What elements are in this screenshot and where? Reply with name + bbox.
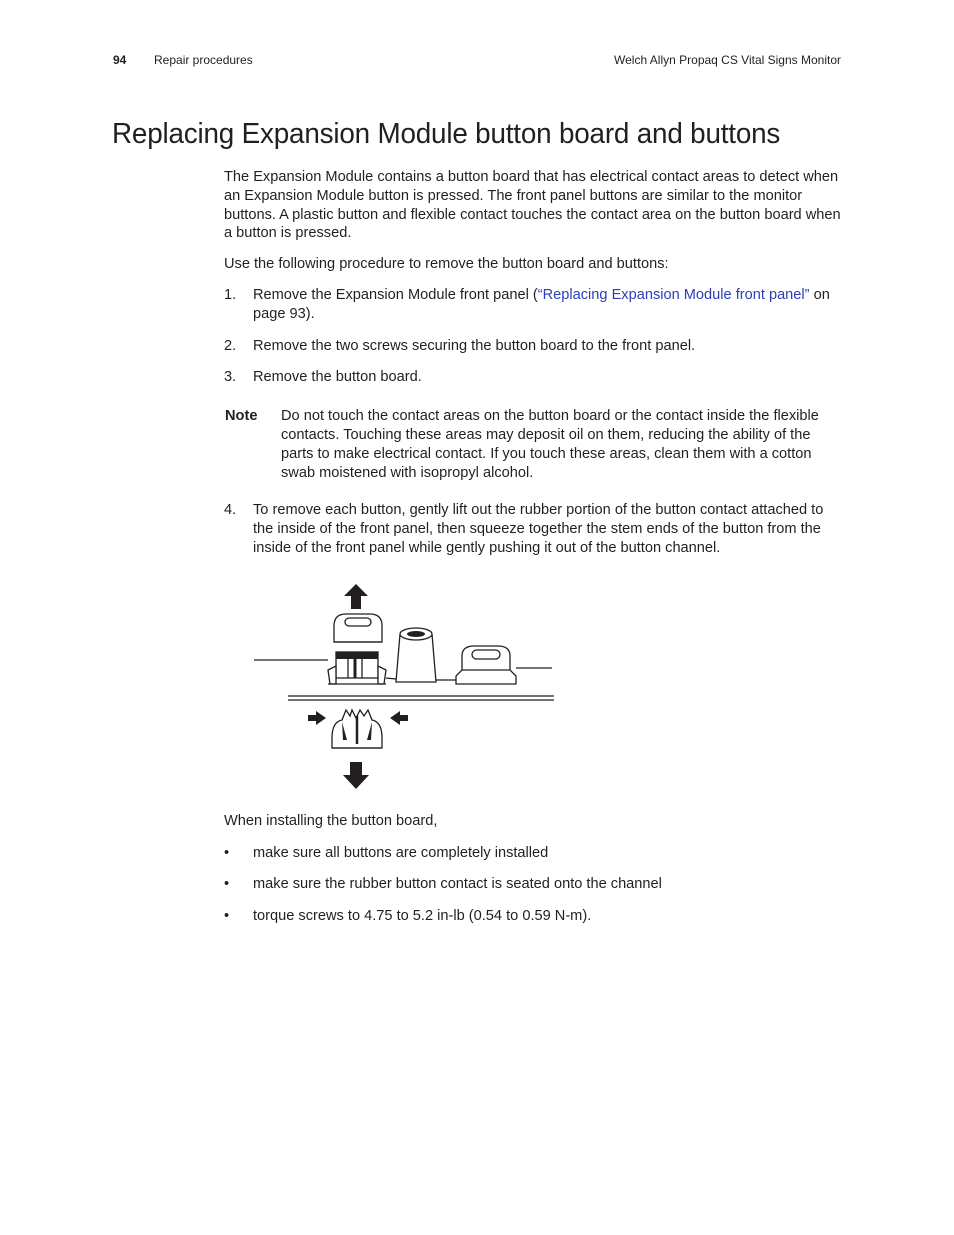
left-arrow-icon — [390, 711, 408, 725]
bullet-marker: • — [224, 844, 230, 861]
page-number: 94 — [113, 53, 127, 67]
step-text: on page 93). — [253, 286, 830, 322]
step-text: Remove the Expansion Module front panel ( — [253, 286, 538, 303]
seated-button-icon — [456, 646, 516, 684]
header-section: Repair procedures — [154, 53, 253, 67]
button-removal-illustration — [252, 572, 572, 794]
note-label: Note — [225, 408, 258, 425]
install-bullet — [224, 875, 844, 894]
install-bullet — [224, 844, 844, 863]
note-box — [225, 407, 844, 482]
bullet-marker: • — [224, 908, 230, 925]
header-product: Welch Allyn Propaq CS Vital Signs Monitor — [614, 53, 841, 67]
bullet-marker: • — [224, 876, 230, 893]
step-number: 1. — [224, 286, 237, 303]
bullet-text: make sure the rubber button contact is seated onto the channel — [253, 876, 662, 893]
step-3 — [224, 368, 844, 387]
step-number: 4. — [224, 502, 237, 519]
step-text: To remove each button, gently lift out the rubber portion of the button contact attached to the inside of the front panel, then squeeze together the stem ends of the button from the inside of the front panel while gently pushing it out of the button channel. — [253, 502, 824, 556]
removed-button-stem-icon — [332, 710, 382, 748]
step-text: Remove the two screws securing the button board to the front panel. — [253, 337, 696, 354]
step-text: Remove the button board. — [253, 369, 422, 386]
cross-reference-link[interactable]: “Replacing Expansion Module front panel” — [537, 286, 810, 303]
page-body — [224, 168, 844, 939]
procedure-lead: Use the following procedure to remove the button board and buttons: — [224, 256, 669, 273]
page-header — [113, 53, 841, 69]
up-arrow-icon — [344, 584, 368, 609]
step-4 — [224, 501, 844, 557]
note-text: Do not touch the contact areas on the button board or the contact inside the flexible contacts. Touching these areas may deposit oil on them, reducing the ability of the parts to make electrical contact. If you touch these areas, clean them with a cotton swab moistened with isopropyl alcohol. — [281, 408, 819, 481]
install-lead: When installing the button board, — [224, 812, 438, 829]
button-cap-icon — [334, 614, 382, 642]
right-arrow-icon — [308, 711, 326, 725]
install-bullet — [224, 907, 844, 926]
bullet-text: make sure all buttons are completely installed — [253, 844, 549, 861]
step-1 — [224, 286, 844, 324]
step-2 — [224, 337, 844, 356]
cylinder-post-icon — [396, 628, 436, 682]
button-stem-icon — [328, 652, 386, 684]
bullet-text: torque screws to 4.75 to 5.2 in-lb (0.54 to 0.59 N-m). — [253, 908, 592, 925]
page-title: Replacing Expansion Module button board and buttons — [112, 118, 781, 150]
intro-paragraph: The Expansion Module contains a button board that has electrical contact areas to detect when an Expansion Module button is pressed. The front panel buttons are similar to the monitor buttons. A plastic button and flexible contact touches the contact area on the button board when a button is pressed. — [224, 169, 841, 242]
down-arrow-icon — [343, 762, 369, 789]
step-number: 3. — [224, 369, 237, 386]
step-number: 2. — [224, 337, 237, 354]
